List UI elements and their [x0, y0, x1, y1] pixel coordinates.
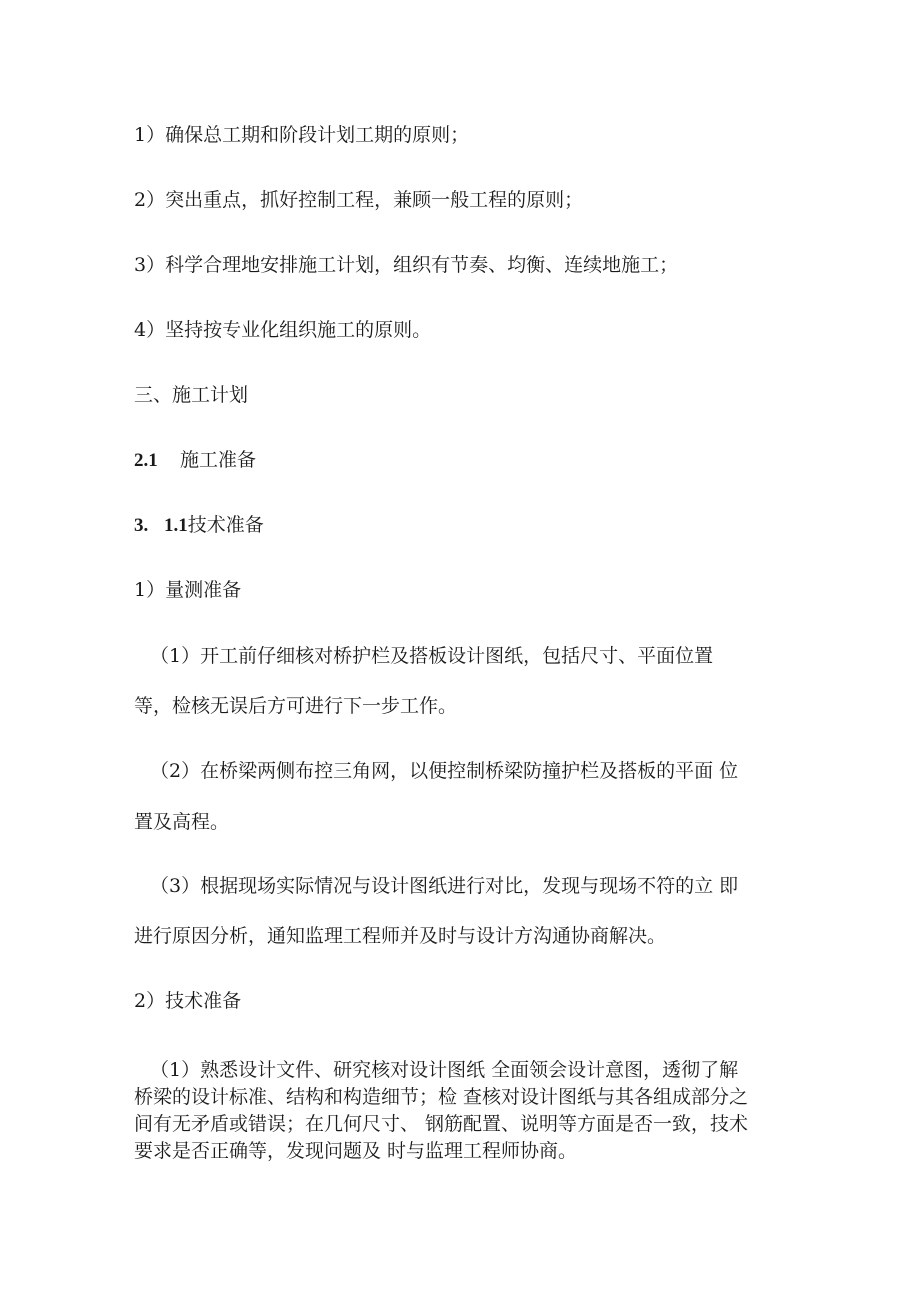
sub-sub-section-number-b: 1.1	[164, 515, 188, 536]
tech-item-1-line-3: 间有无矛盾或错误；在几何尺寸、 钢筋配置、说明等方面是否一致，技术	[134, 1113, 749, 1135]
survey-item-2-line-2: 置及高程。	[134, 811, 230, 833]
principle-2: 2）突出重点，抓好控制工程，兼顾一般工程的原则；	[134, 189, 584, 211]
tech-item-1	[134, 1057, 794, 1165]
section-title: 三、施工计划	[134, 384, 249, 406]
tech-heading: 2）技术准备	[134, 990, 242, 1012]
principle-3: 3）科学合理地安排施工计划，组织有节奏、均衡、连续地施工；	[134, 254, 679, 276]
tech-item-1-line-2: 桥梁的设计标准、结构和构造细节；检 查核对设计图纸与其各组成部分之	[134, 1086, 749, 1108]
survey-item-3-line-2: 进行原因分析，通知监理工程师并及时与设计方沟通协商解决。	[134, 925, 667, 947]
survey-item-2-line-1: （2）在桥梁两侧布控三角网，以便控制桥梁防撞护栏及搭板的平面 位	[150, 760, 739, 782]
sub-sub-section-heading	[134, 513, 264, 538]
sub-section-heading	[134, 448, 256, 473]
sub-sub-section-number-a: 3.	[134, 515, 149, 536]
sub-section-title: 施工准备	[180, 449, 257, 471]
survey-item-1-line-2: 等，检核无误后方可进行下一步工作。	[134, 695, 458, 717]
survey-heading: 1）量测准备	[134, 579, 242, 601]
tech-item-1-line-1: （1）熟悉设计文件、研究核对设计图纸 全面领会设计意图，透彻了解	[150, 1059, 739, 1081]
principle-4: 4）坚持按专业化组织施工的原则。	[134, 319, 432, 341]
survey-item-1-line-1: （1）开工前仔细核对桥护栏及搭板设计图纸，包括尺寸、平面位置	[150, 645, 714, 667]
survey-item-3-line-1: （3）根据现场实际情况与设计图纸进行对比，发现与现场不符的立 即	[150, 875, 739, 897]
principle-1: 1）确保总工期和阶段计划工期的原则；	[134, 124, 470, 146]
tech-item-1-line-4: 要求是否正确等，发现问题及 时与监理工程师协商。	[134, 1140, 578, 1162]
sub-sub-section-title: 技术准备	[187, 514, 264, 536]
sub-section-number: 2.1	[134, 450, 158, 471]
